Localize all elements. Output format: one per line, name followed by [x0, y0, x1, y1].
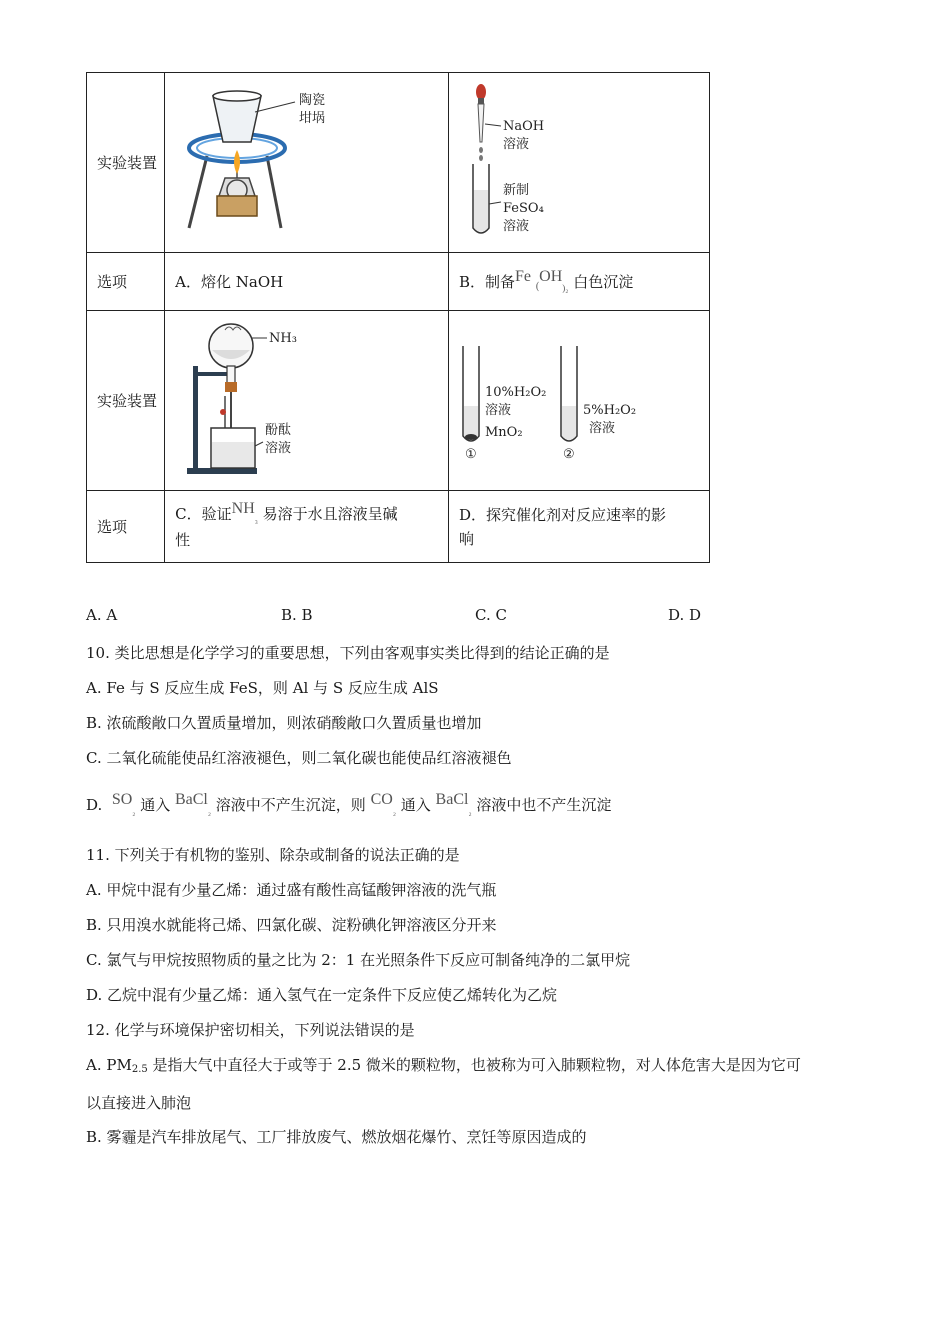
option-b-suffix: 白色沉淀: [573, 273, 634, 291]
q10-option-d[interactable]: D. $SO_{_2}$ 通入 BaCl$_{_2}$ 溶液中不产生沉淀，则 $CO_{_2}$ 通入 BaCl$_{_2}$ 溶液中也不产生沉淀: [86, 791, 612, 816]
option-c-suffix-2: 性: [175, 530, 191, 549]
q10-stem: 10. 类比思想是化学学习的重要思想，下列由客观事实类比得到的结论正确的是: [86, 644, 610, 662]
option-b-formula-oh: OH: [539, 268, 563, 285]
figure-c-fountain: [165, 311, 449, 491]
figure-b-dropper: [449, 73, 710, 253]
q12-a-prefix: A. PM: [86, 1056, 132, 1074]
option-row-2: [87, 491, 710, 563]
tube2-label-1: 5%H₂O₂: [583, 402, 637, 418]
q11-option-c[interactable]: C. 氯气与甲烷按照物质的量之比为 2：1 在光照条件下反应可制备纯净的二氯甲烷: [86, 951, 631, 969]
feso4-label-3: 溶液: [503, 218, 530, 234]
crucible-label-1: 陶瓷: [299, 92, 326, 108]
q10-option-a[interactable]: A. Fe 与 S 反应生成 FeS，则 Al 与 S 反应生成 AlS: [86, 679, 439, 697]
tube1-label-1: 10%H₂O₂: [485, 384, 547, 400]
q11-option-b[interactable]: B. 只用溴水就能将己烯、四氯化碳、淀粉碘化钾溶液区分开来: [86, 916, 497, 934]
feso4-label-2: FeSO₄: [503, 200, 544, 216]
option-d-line-1: D．探究催化剂对反应速率的影: [459, 505, 667, 524]
option-c-formula: NH: [231, 499, 255, 517]
q10-option-c[interactable]: C. 二氧化硫能使品红溶液褪色，则二氧化碳也能使品红溶液褪色: [86, 749, 512, 767]
q10-option-b[interactable]: B. 浓硫酸敞口久置质量增加，则浓硝酸敞口久置质量也增加: [86, 714, 482, 732]
q12-option-a[interactable]: [86, 1054, 801, 1075]
option-c-prefix: C．验证: [175, 504, 232, 523]
option-row-1: [87, 253, 710, 311]
q11-option-d[interactable]: D. 乙烷中混有少量乙烯：通入氢气在一定条件下反应使乙烯转化为乙烷: [86, 986, 558, 1004]
q10-d-prefix: D.: [86, 796, 103, 814]
q10-d-so2: SO: [111, 791, 133, 808]
q10-d-text-2: 溶液中不产生沉淀，则: [215, 796, 366, 814]
experiment-table: [86, 72, 710, 563]
option-c: C．验证$NH_{_3}$ 易溶于水且溶液呈碱 性: [165, 491, 449, 563]
answer-c[interactable]: C. C: [475, 606, 507, 624]
apparatus-row-2: [87, 311, 710, 491]
option-d: [449, 491, 710, 563]
q9-answer-choices: [86, 606, 736, 628]
apparatus-row-1: [87, 73, 710, 253]
answer-d[interactable]: D. D: [668, 606, 702, 624]
figure-a-crucible: [165, 73, 449, 253]
crucible-label-2: 坩埚: [299, 110, 326, 126]
option-d-line-2: 响: [459, 529, 475, 548]
tube2-number: ②: [563, 446, 575, 462]
answer-b[interactable]: B. B: [281, 606, 313, 624]
phenol-label-1: 酚酞: [265, 422, 292, 438]
q11-stem: 11. 下列关于有机物的鉴别、除杂或制备的说法正确的是: [86, 846, 460, 864]
q10-d-text-1: 通入: [140, 796, 171, 814]
tube1-number: ①: [465, 446, 477, 462]
q10-d-bacl2-1: BaCl: [174, 791, 208, 808]
q10-d-co2: CO: [370, 791, 393, 808]
q12-a-sub: 2.5: [131, 1064, 148, 1075]
q12-option-b[interactable]: B. 雾霾是汽车排放尾气、工厂排放废气、燃放烟花爆竹、烹饪等原因造成的: [86, 1128, 587, 1146]
nh3-label: NH₃: [269, 330, 298, 346]
figure-d-catalyst: [449, 311, 710, 491]
q10-d-bacl2-2: BaCl: [435, 791, 469, 808]
option-b-formula-fe: Fe: [515, 268, 532, 285]
q10-d-text-4: 溶液中也不产生沉淀: [476, 796, 612, 814]
q12-stem: 12. 化学与环境保护密切相关，下列说法错误的是: [86, 1021, 415, 1039]
answer-a[interactable]: A. A: [86, 606, 118, 624]
tube2-label-2: 溶液: [589, 420, 616, 436]
option-b: B．制备Fe ($OH_{)_2}$ 白色沉淀: [449, 253, 710, 311]
option-b-prefix: B．制备: [459, 273, 516, 291]
feso4-label-1: 新制: [503, 182, 530, 198]
q10-d-text-3: 通入: [400, 796, 431, 814]
q12-option-a-line-2: 以直接进入肺泡: [86, 1094, 192, 1112]
q11-option-a[interactable]: A. 甲烷中混有少量乙烯：通过盛有酸性高锰酸钾溶液的洗气瓶: [86, 881, 497, 899]
option-a: A．熔化 NaOH: [165, 253, 449, 311]
q12-a-rest: 是指大气中直径大于或等于 2.5 微米的颗粒物，也被称为可入肺颗粒物，对人体危害大是因为它可: [147, 1056, 801, 1074]
row-label-apparatus: 实验装置: [87, 73, 165, 253]
row-label-option: 选项: [87, 253, 165, 311]
naoh-label-1: NaOH: [503, 118, 545, 134]
tube1-mno2: MnO₂: [485, 424, 523, 440]
row-label-option-2: 选项: [87, 491, 165, 563]
option-c-suffix-1: 易溶于水且溶液呈碱: [262, 504, 398, 523]
naoh-label-2: 溶液: [503, 136, 530, 152]
tube1-label-2: 溶液: [485, 402, 512, 418]
row-label-apparatus-2: 实验装置: [87, 311, 165, 491]
phenol-label-2: 溶液: [265, 440, 292, 456]
